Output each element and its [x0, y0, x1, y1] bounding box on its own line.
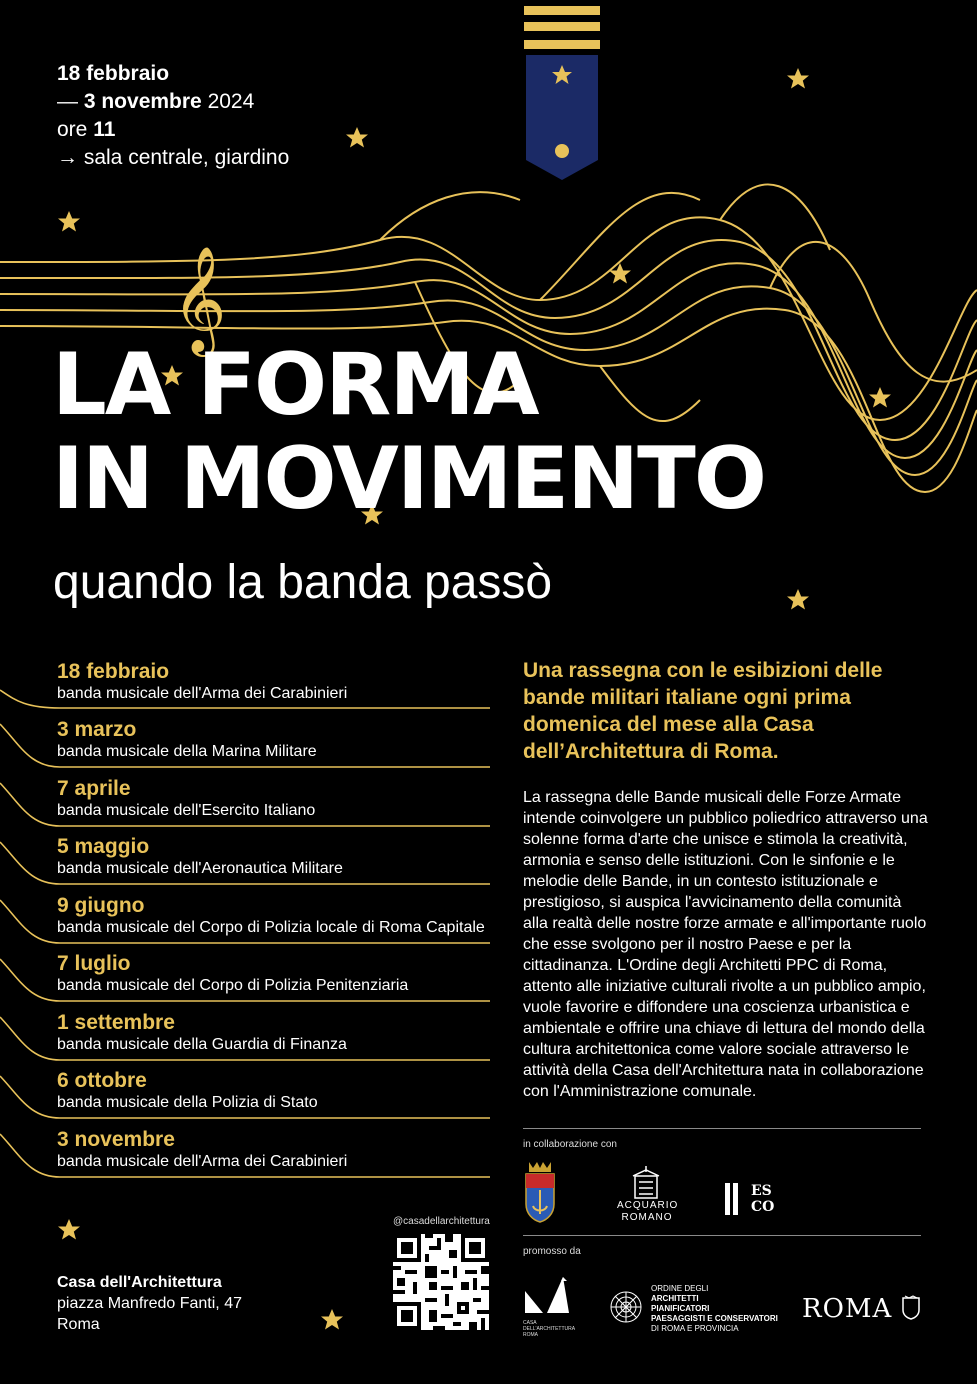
event-date: 1 settembre [57, 1011, 175, 1034]
divider [523, 1128, 921, 1129]
event-band: banda musicale della Polizia di Stato [57, 1094, 318, 1111]
event-item [57, 894, 507, 938]
event-date: 18 febbraio [57, 660, 170, 683]
promo-label: promosso da [523, 1246, 581, 1257]
poster-subtitle: quando la banda passò [53, 556, 553, 609]
star-icon [609, 263, 631, 284]
casa-architettura-logo: CASA DELL'ARCHITETTURA ROMA [523, 1275, 571, 1331]
event-date: 3 marzo [57, 718, 137, 741]
lead-paragraph: Una rassegna con le esibizioni delle bande militari italiane ogni prima domenica del mese alla Casa dell’Architettura di Roma. [523, 659, 883, 763]
casa-architettura-icon [523, 1275, 571, 1315]
event-item [57, 1011, 507, 1055]
star-icon [58, 211, 80, 232]
poster-title: LA FORMA IN MOVIMENTO [52, 335, 765, 529]
treble-clef-icon: 𝄞 [172, 245, 227, 352]
event-band: banda musicale dell'Aeronautica Militare [57, 860, 343, 877]
divider [523, 1235, 921, 1236]
military-rank-ribbon [522, 0, 602, 185]
roma-shield-icon [901, 1294, 921, 1320]
event-band: banda musicale del Corpo di Polizia Penitenziaria [57, 977, 409, 994]
event-date: 3 novembre [57, 1128, 175, 1151]
star-icon [787, 68, 809, 89]
event-dates-info: 18 febbraio — 3 novembre 2024 ore 11 → sala centrale, giardino [57, 60, 289, 172]
venue-street: piazza Manfredo Fanti, 47 [57, 1295, 242, 1312]
roma-capitale-logo: ROMA [802, 1294, 893, 1324]
event-date: 6 ottobre [57, 1069, 147, 1092]
start-date: 18 febbraio [57, 62, 170, 85]
event-date: 5 maggio [57, 835, 150, 858]
event-item [57, 952, 507, 996]
event-time: 11 [93, 118, 116, 141]
event-item [57, 1128, 507, 1172]
event-location: → sala centrale, giardino [57, 146, 290, 169]
event-date: 9 giugno [57, 894, 145, 917]
event-band: banda musicale della Guardia di Finanza [57, 1036, 347, 1053]
star-icon [321, 1309, 343, 1330]
venue-city: Roma [57, 1316, 100, 1333]
event-band: banda musicale dell'Arma dei Carabinieri [57, 685, 348, 702]
description-paragraph: La rassegna delle Bande musicali delle Forze Armate intende coinvolgere un pubblico poliedrico attraverso una solenne forma d'arte che unisce e stimola la creatività, armonia e senso delle istituzioni. Con le sinfonie e le melodie delle Bande, in un contesto istituzionale e prestigioso, si auspica l'avvicinamento della comunità alla realtà delle nostre forze armate e all'importante ruolo che esse svolgono per il nostro Paese e per la cittadinanza. L'Ordine degli Architetti PPC di Roma, attento alle iniziative culturali rivolte a un pubblico ampio, vuole favorire e diffondere una coscienza urbanistica e ambientale e offrire una chiave di lettura del mondo della cultura architettonica come valore sociale attraverso le attività della Casa dell'Architettura nata in collaborazione con l'Amministrazione comunale. [523, 789, 928, 1100]
qr-code[interactable] [393, 1234, 489, 1330]
event-band: banda musicale del Corpo di Polizia locale di Roma Capitale [57, 919, 485, 936]
event-item [57, 1069, 507, 1113]
event-band: banda musicale della Marina Militare [57, 743, 317, 760]
end-date: 3 novembre [83, 90, 202, 113]
event-band: banda musicale dell'Arma dei Carabinieri [57, 1153, 348, 1170]
coat-of-arms-logo [523, 1160, 557, 1224]
social-handle: @casadellarchitettura [393, 1216, 490, 1227]
acquario-icon [631, 1164, 661, 1200]
acquario-romano-logo: ACQUARIO ROMANO [617, 1200, 679, 1223]
esco-logo: ES CO [725, 1183, 785, 1217]
venue-name: Casa dell'Architettura [57, 1274, 222, 1291]
event-date: 7 luglio [57, 952, 131, 975]
event-date: 7 aprile [57, 777, 131, 800]
venue-address [57, 1272, 242, 1335]
ordine-architetti-logo: ORDINE DEGLI ARCHITETTI PIANIFICATORI PAESAGGISTI E CONSERVATORI DI ROMA E PROVINCIA [651, 1284, 778, 1333]
event-band: banda musicale dell'Esercito Italiano [57, 802, 316, 819]
event-item [57, 835, 507, 879]
event-item [57, 660, 507, 704]
event-item [57, 777, 507, 821]
star-icon [787, 589, 809, 610]
ordine-rosette-icon [609, 1287, 643, 1327]
collab-label: in collaborazione con [523, 1139, 617, 1150]
event-item [57, 718, 507, 762]
star-icon [346, 127, 368, 148]
star-icon [58, 1219, 80, 1240]
star-icon [869, 387, 891, 408]
